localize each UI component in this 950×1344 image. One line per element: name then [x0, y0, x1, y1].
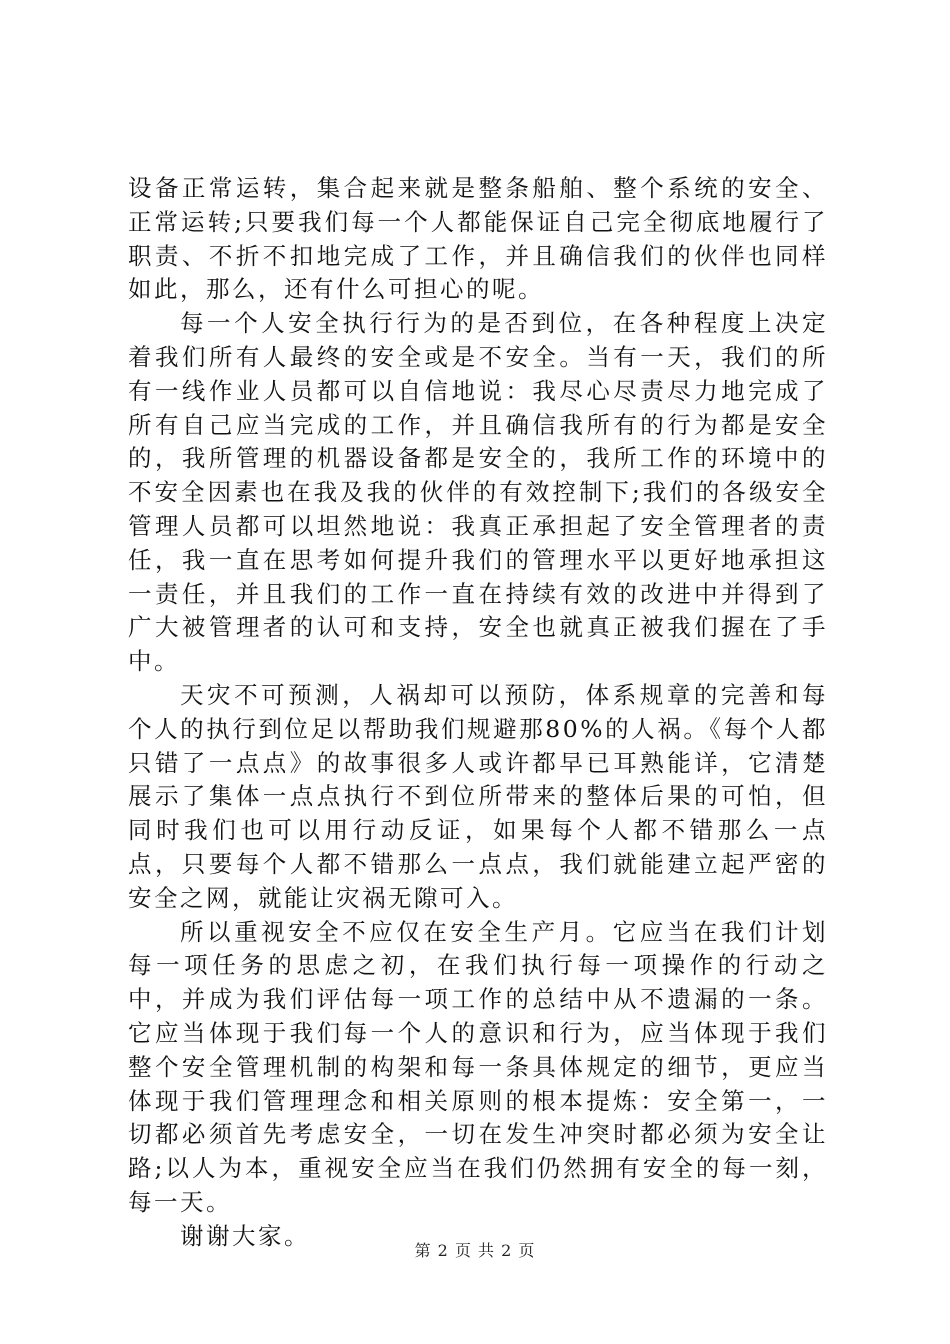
paragraph-thanks: 谢谢大家。: [180, 1221, 310, 1250]
paragraph-continuation: 设备正常运转，集合起来就是整条船舶、整个系统的安全、正常运转;只要我们每一个人都能保证自己完全彻底地履行了职责、不折不扣地完成了工作，并且确信我们的伙伴也同样如此，那么，还有什么可担心的呢。: [128, 174, 828, 304]
paragraph-safety-every-day: 所以重视安全不应仅在安全生产月。它应当在我们计划每一项任务的思虑之初，在我们执行每一项操作的行动之中，并成为我们评估每一项工作的总结中从不遗漏的一条。它应当体现于我们每一个人的意识和行为，应当体现于我们整个安全管理机制的构架和每一条具体规定的细节，更应当体现于我们管理理念和相关原则的根本提炼：安全第一，一切都必须首先考虑安全，一切在发生冲突时都必须为安全让路;以人为本，重视安全应当在我们仍然拥有安全的每一刻，每一天。: [128, 917, 828, 1216]
page-number-footer: 第 2 页 共 2 页: [414, 1241, 536, 1260]
paragraph-prevent-accidents: 天灾不可预测，人祸却可以预防，体系规章的完善和每个人的执行到位足以帮助我们规避那80%的人祸。《每个人都只错了一点点》的故事很多人或许都早已耳熟能详，它清楚展示了集体一点点执行不到位所带来的整体后果的可怕，但同时我们也可以用行动反证，如果每个人都不错那么一点点，只要每个人都不错那么一点点，我们就能建立起严密的安全之网，就能让灾祸无隙可入。: [128, 680, 828, 912]
paragraph-individual-safety: 每一个人安全执行行为的是否到位，在各种程度上决定着我们所有人最终的安全或是不安全。当有一天，我们的所有一线作业人员都可以自信地说：我尽心尽责尽力地完成了所有自己应当完成的工作，并且确信我所有的行为都是安全的，我所管理的机器设备都是安全的，我所工作的环境中的不安全因素也在我及我的伙伴的有效控制下;我们的各级安全管理人员都可以坦然地说：我真正承担起了安全管理者的责任，我一直在思考如何提升我们的管理水平以更好地承担这一责任，并且我们的工作一直在持续有效的改进中并得到了广大被管理者的认可和支持，安全也就真正被我们握在了手中。: [128, 309, 828, 676]
document-body: [128, 172, 828, 1254]
